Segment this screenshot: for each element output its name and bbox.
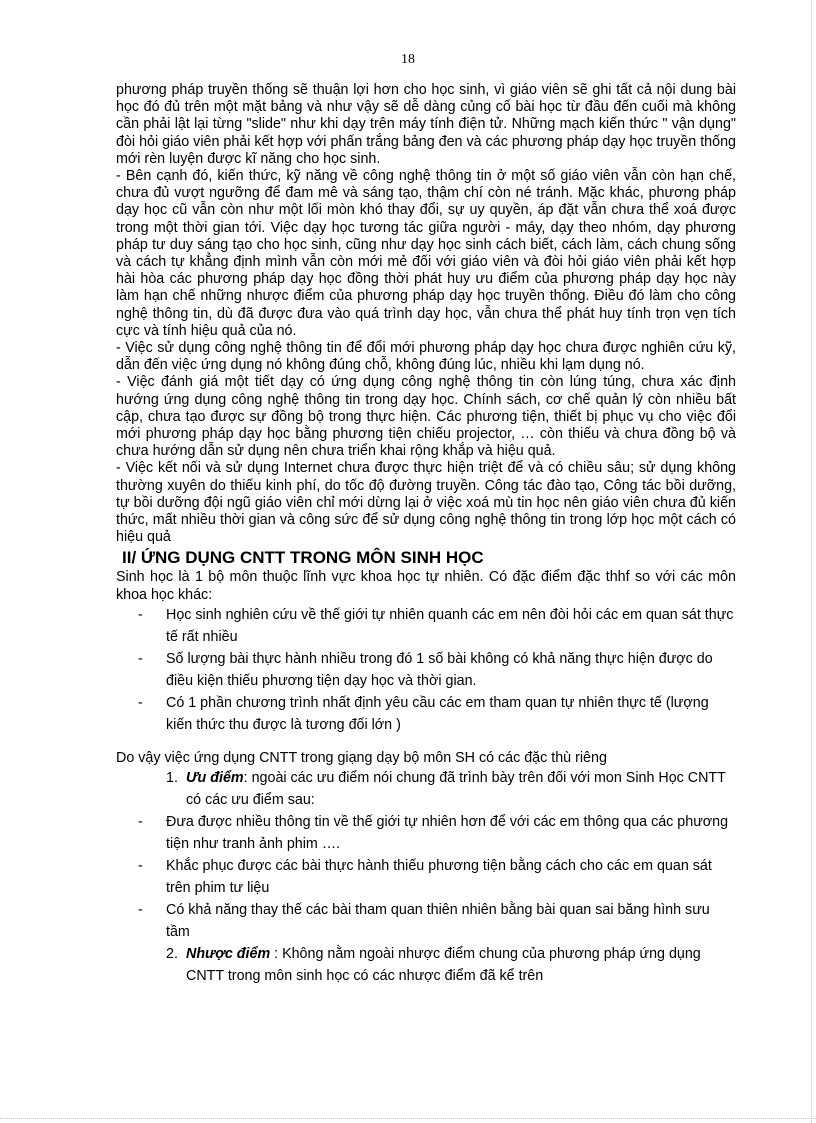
- list-item: - Có khả năng thay thế các bài tham quan thiên nhiên bằng bài quan sai băng hình sưu tầm: [116, 899, 736, 943]
- intro-paragraph: Sinh học là 1 bộ môn thuộc lĩnh vực khoa học tự nhiên. Có đặc điểm đặc thhf so với các môn khoa học khác:: [116, 569, 736, 603]
- characteristics-list: [116, 604, 736, 736]
- item-text: : ngoài các ưu điểm nói chung đã trình bày trên đối với mon Sinh Học CNTT có các ưu điểm sau:: [186, 770, 726, 809]
- item-label: Nhược điểm: [186, 946, 271, 963]
- paragraph: phương pháp truyền thống sẽ thuận lợi hơn cho học sinh, vì giáo viên sẽ ghi tất cả nội dung bài học đó đủ trên một mặt bảng và như vậy sẽ dễ dàng củng cố bài học từ đầu đến cuối mà không cần phải lật lại từng "slide" như khi dạy trên máy tính điện tử. Những mạch kiến thức " vận dụng" đòi hỏi giáo viên phải kết hợp với phấn trắng bảng đen và các phương pháp dạy học truyền thống mới rèn luyện được kĩ năng cho học sinh.: [116, 82, 736, 167]
- list-item: - Số lượng bài thực hành nhiều trong đó 1 số bài không có khả năng thực hiện được do điều kiện thiếu phương tiện dạy học và thời gian.: [116, 648, 736, 692]
- page-border-right: [811, 0, 812, 1123]
- item-label: Ưu điểm: [186, 770, 244, 787]
- list-item: - Khắc phục được các bài thực hành thiếu phương tiện bằng cách cho các em quan sát trên phim tư liệu: [116, 855, 736, 899]
- spacer: [116, 736, 736, 750]
- dash-marker: -: [138, 606, 143, 623]
- document-body: [116, 82, 736, 987]
- section-heading: II/ ỨNG DỤNG CNTT TRONG MÔN SINH HỌC: [122, 548, 484, 568]
- dash-marker: -: [138, 650, 143, 667]
- dash-marker: -: [138, 858, 143, 875]
- paragraph: - Việc kết nối và sử dụng Internet chưa được thực hiện triệt để và có chiều sâu; sử dụng không thường xuyên do thiếu kinh phí, do tốc độ đường truyền. Công tác đào tạo, Công tác bồi dưỡng, tự bồi dưỡng đội ngũ giáo viên chỉ mới dừng lại ở việc xoá mù tin học nên giáo viên chưa đủ kiến thức, mất nhiều thời gian và công sức để sử dụng công nghệ thông tin trong lớp học một cách có hiệu quả: [116, 460, 736, 546]
- list-item: - Đưa được nhiều thông tin về thế giới tự nhiên hơn để với các em thông qua các phương tiện như tranh ảnh phim ….: [116, 811, 736, 855]
- item-number: 1.: [166, 770, 178, 787]
- item-number: 2.: [166, 946, 178, 963]
- numbered-item-advantages: [116, 767, 736, 811]
- page-border-bottom: [0, 1118, 816, 1119]
- conclusion-paragraph: Do vậy việc ứng dụng CNTT trong giạng dạy bộ môn SH có các đặc thù riêng: [116, 749, 607, 766]
- page-number: 18: [401, 52, 415, 67]
- dash-marker: -: [138, 814, 143, 831]
- list-item: - Học sinh nghiên cứu về thế giới tự nhiên quanh các em nên đòi hỏi các em quan sát thực tế rất nhiều: [116, 604, 736, 648]
- paragraph: - Bên cạnh đó, kiến thức, kỹ năng về công nghệ thông tin ở một số giáo viên vẫn còn hạn chế, chưa đủ vượt ngưỡng để đam mê và sáng tạo, thậm chí còn né tránh. Mặc khác, phương pháp dạy học cũ vẫn còn như một lối mòn khó thay đổi, sự uy quyền, áp đặt vẫn chưa thể xoá được trong một thời gian tới. Việc dạy học tương tác giữa người - máy, dạy theo nhóm, dạy phương pháp tư duy sáng tạo cho học sinh, cũng như dạy học sinh cách biết, cách làm, cách chung sống và cách tự khẳng định mình vẫn còn mới mẻ đối với giáo viên và đòi hỏi giáo viên phải kết hợp hài hòa các phương pháp dạy học đồng thời phát huy ưu điểm của phương pháp dạy học này làm hạn chế những nhược điểm của phương pháp dạy học truyền thống. Điều đó làm cho công nghệ thông tin, dù đã được đưa vào quá trình dạy học, vẫn chưa thể phát huy tính trọn vẹn tích cực và tính hiệu quả của nó.: [116, 168, 736, 339]
- numbered-item-disadvantages: [116, 943, 736, 987]
- paragraph: - Việc đánh giá một tiết dạy có ứng dụng công nghệ thông tin còn lúng túng, chưa xác định hướng ứng dụng công nghệ thông tin trong dạy học. Chính sách, cơ chế quản lý còn nhiều bất cập, chưa tạo được sự đồng bộ trong thực hiện. Các phương tiện, thiết bị phục vụ cho việc đổi mới phương pháp dạy học bằng phương tiện chiếu projector, … còn thiếu và chưa đồng bộ và chưa hướng dẫn sử dụng nên chưa triển khai rộng khắp và hiệu quả.: [116, 374, 736, 460]
- list-item: - Có 1 phần chương trình nhất định yêu cầu các em tham quan tự nhiên thực tế (lượng kiến thức thu được là tương đối lớn ): [116, 692, 736, 736]
- advantages-list: [116, 811, 736, 943]
- item-text: : Không nằm ngoài nhược điểm chung của phương pháp ứng dụng CNTT trong môn sinh học có các nhược điểm đã kể trên: [186, 946, 701, 985]
- paragraph: - Việc sử dụng công nghệ thông tin để đổi mới phương pháp dạy học chưa được nghiên cứu kỹ, dẫn đến việc ứng dụng nó không đúng chỗ, không đúng lúc, nhiều khi lạm dụng nó.: [116, 340, 736, 374]
- dash-marker: -: [138, 902, 143, 919]
- dash-marker: -: [138, 694, 143, 711]
